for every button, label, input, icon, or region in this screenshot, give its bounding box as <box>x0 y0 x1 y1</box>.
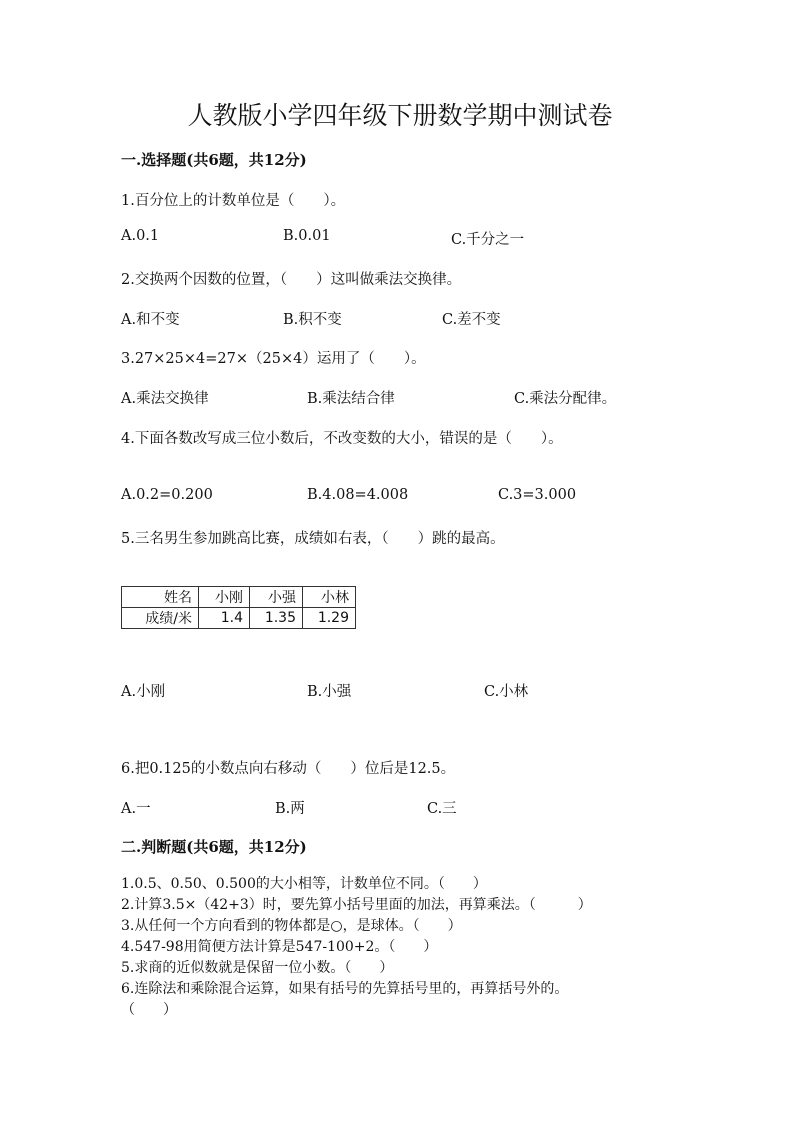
q1-option-a: A.0.1 <box>121 228 160 244</box>
question-3: 3.27×25×4=27×（25×4）运用了（ ）。 <box>121 351 426 367</box>
page-title: 人教版小学四年级下册数学期中测试卷 <box>187 101 613 130</box>
judgment-item-3: 3.从任何一个方向看到的物体都是○，是球体。（ ） <box>121 918 462 934</box>
q6-option-b: B.两 <box>275 801 305 817</box>
question-4: 4.下面各数改写成三位小数后，不改变数的大小，错误的是（ ）。 <box>121 431 563 447</box>
table-cell: 成绩/米 <box>122 608 199 629</box>
table-cell: 姓名 <box>122 587 199 608</box>
q5-option-c: C.小林 <box>484 684 529 700</box>
question-5: 5.三名男生参加跳高比赛，成绩如右表，（ ）跳的最高。 <box>121 531 505 547</box>
section2-heading: 二.判断题(共6题，共12分) <box>121 838 307 856</box>
q3-option-c: C.乘法分配律。 <box>514 391 617 407</box>
judgment-item-5: 5.求商的近似数就是保留一位小数。（ ） <box>121 960 394 976</box>
q3-option-a: A.乘法交换律 <box>121 391 209 407</box>
table-cell: 1.35 <box>250 608 303 629</box>
judgment-item-2: 2.计算3.5×（42+3）时，要先算小括号里面的加法，再算乘法。（ ） <box>121 897 592 913</box>
q5-option-b: B.小强 <box>307 684 352 700</box>
table-cell: 1.29 <box>303 608 356 629</box>
question-1: 1.百分位上的计数单位是（ ）。 <box>121 193 346 209</box>
q5-option-a: A.小刚 <box>121 684 166 700</box>
judgment-item-4: 4.547-98用简便方法计算是547-100+2。（ ） <box>121 939 438 955</box>
question-6: 6.把0.125的小数点向右移动（ ）位后是12.5。 <box>121 761 456 777</box>
table-row <box>122 587 356 608</box>
q4-option-a: A.0.2=0.200 <box>121 487 213 503</box>
q6-option-c: C.三 <box>427 801 457 817</box>
judgment-item-6: 6.连除法和乘除混合运算，如果有括号的先算括号里的，再算括号外的。 <box>121 981 569 997</box>
q2-option-c: C.差不变 <box>442 312 501 328</box>
judgment-item-1: 1.0.5、0.50、0.500的大小相等，计数单位不同。（ ） <box>121 876 487 892</box>
table-cell: 小刚 <box>199 587 250 608</box>
q2-option-a: A.和不变 <box>121 312 180 328</box>
score-table <box>121 586 356 629</box>
q2-option-b: B.积不变 <box>283 312 342 328</box>
q1-option-c: C.千分之一 <box>451 232 525 248</box>
q1-option-b: B.0.01 <box>283 228 331 244</box>
table-row <box>122 608 356 629</box>
q6-option-a: A.一 <box>121 801 151 817</box>
judgment-item-6-blank: （ ） <box>121 1002 177 1018</box>
table-cell: 小林 <box>303 587 356 608</box>
section1-heading: 一.选择题(共6题，共12分) <box>121 151 307 169</box>
q4-option-c: C.3=3.000 <box>498 487 577 503</box>
table-cell: 1.4 <box>199 608 250 629</box>
question-2: 2.交换两个因数的位置，（ ）这叫做乘法交换律。 <box>121 272 462 288</box>
q4-option-b: B.4.08=4.008 <box>307 487 409 503</box>
table-cell: 小强 <box>250 587 303 608</box>
q3-option-b: B.乘法结合律 <box>307 391 395 407</box>
